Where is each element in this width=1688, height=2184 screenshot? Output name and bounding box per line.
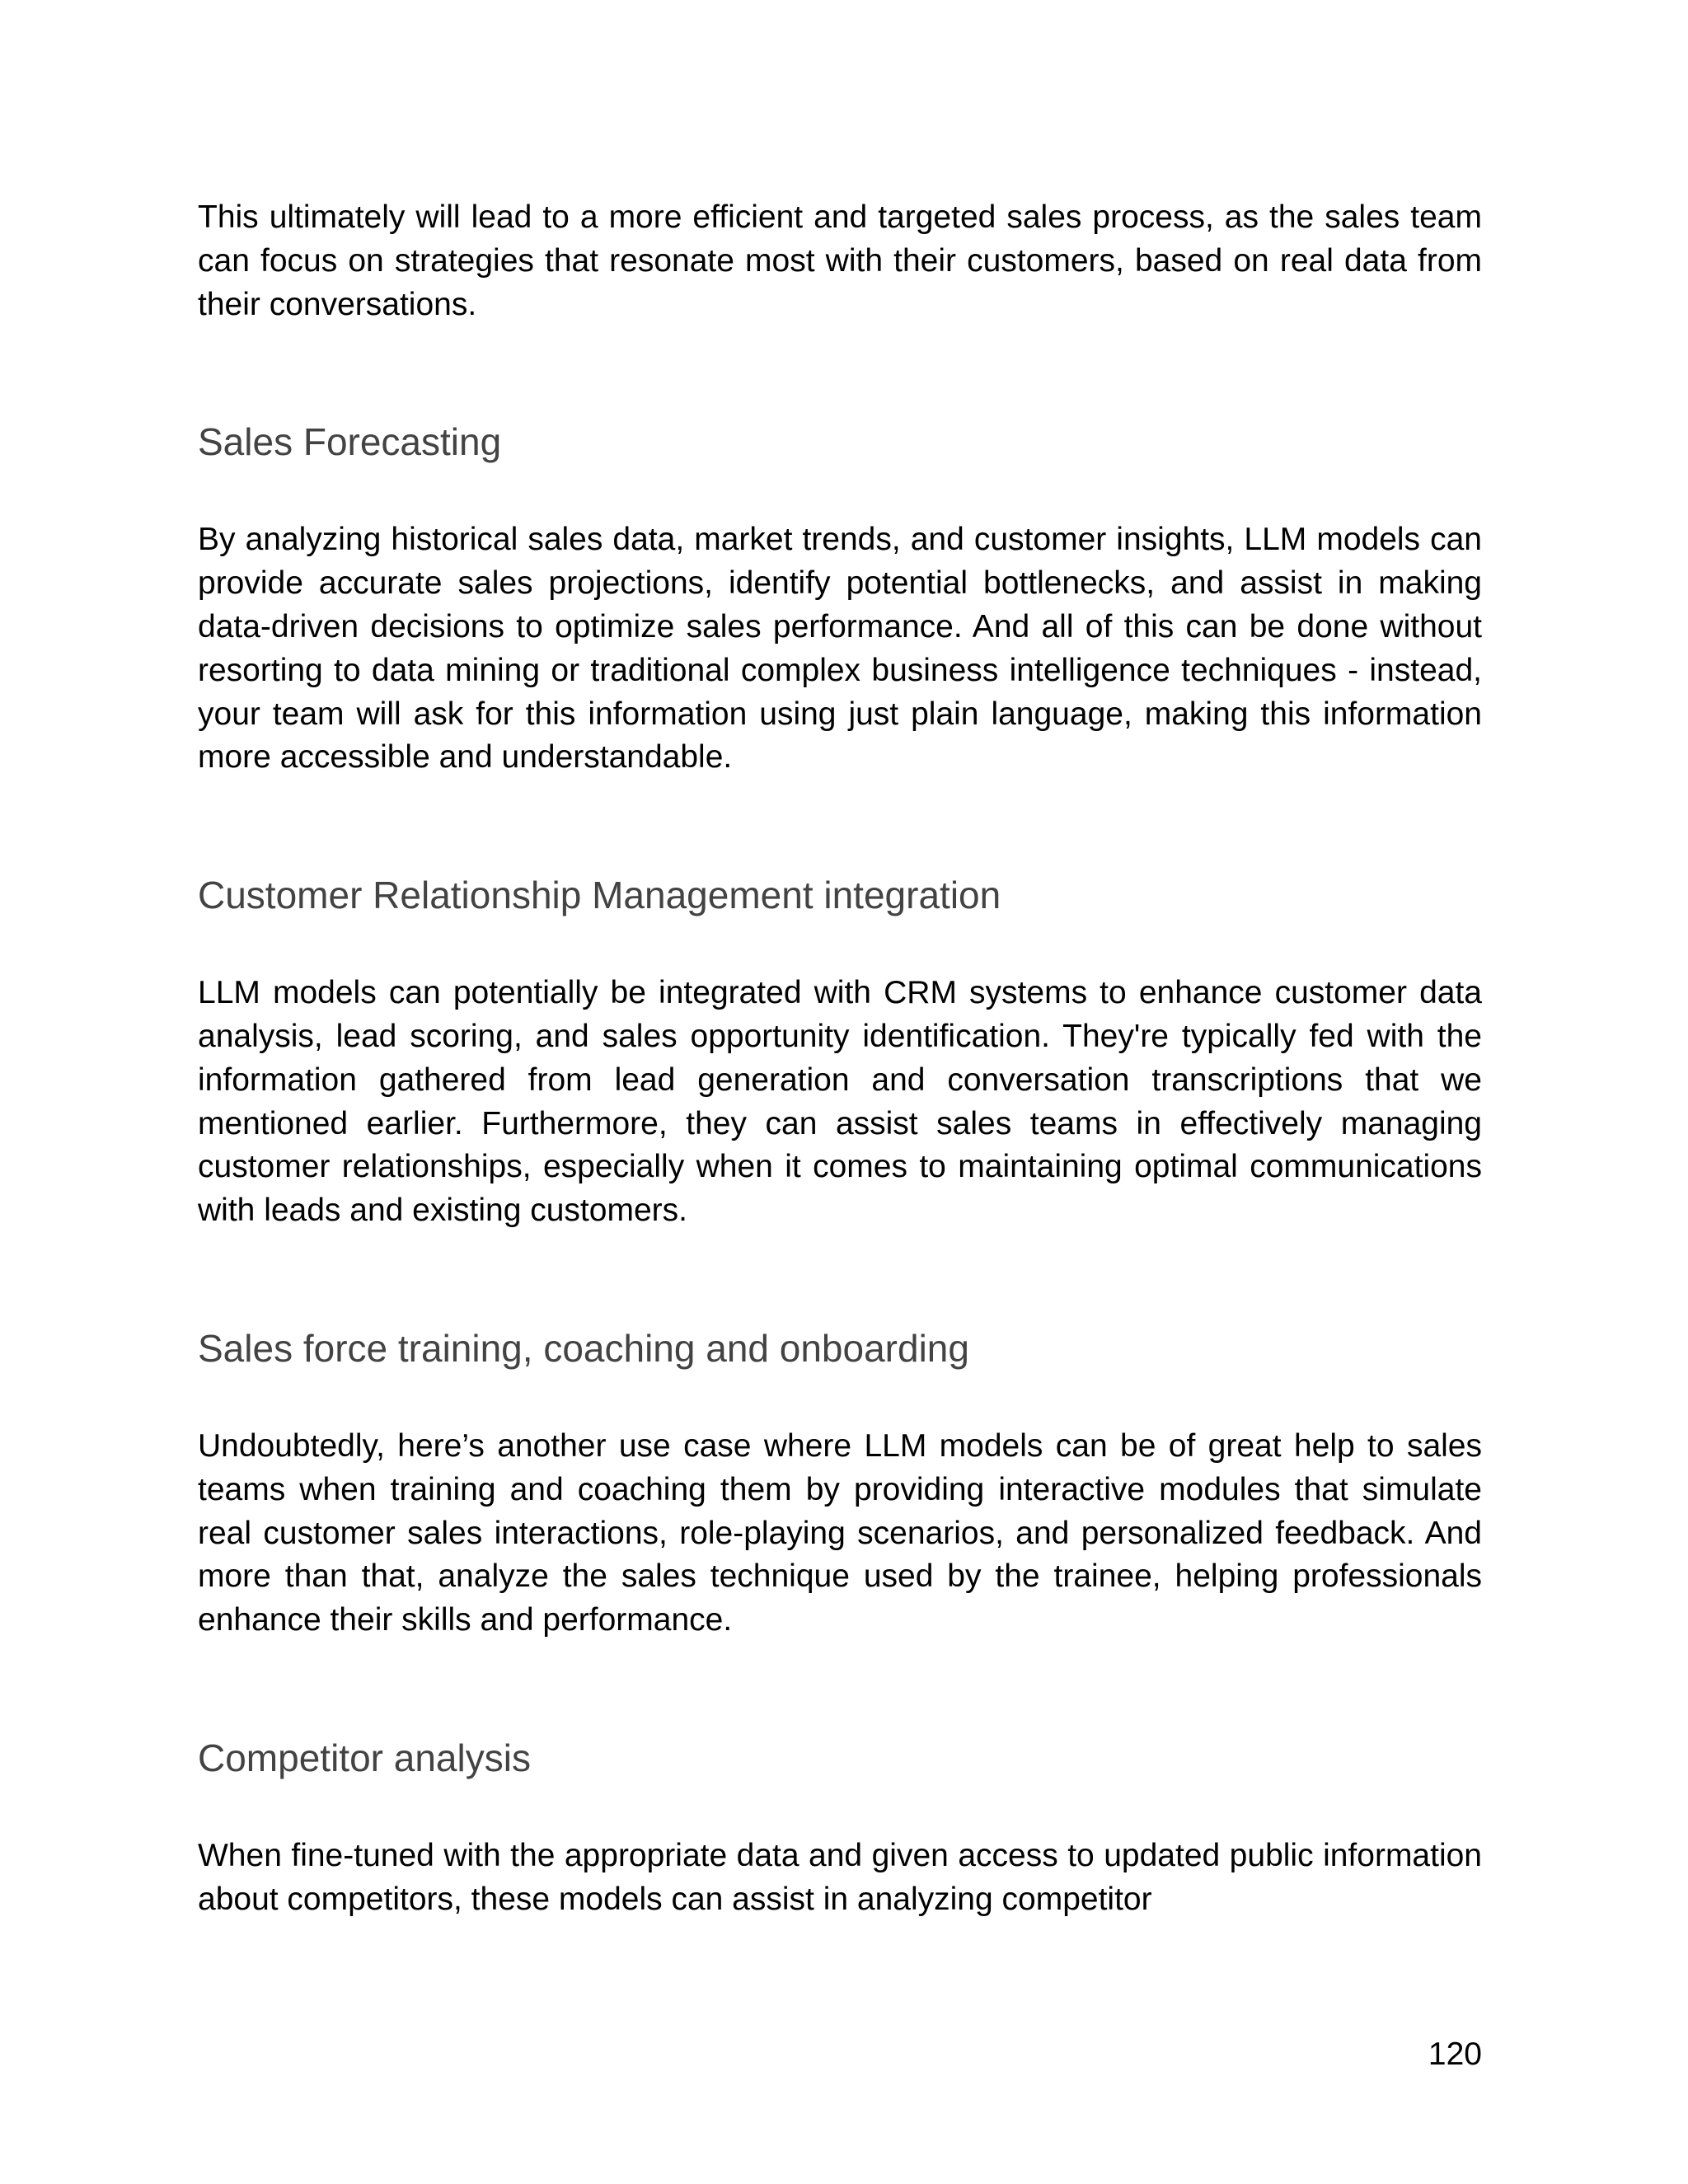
- intro-paragraph: This ultimately will lead to a more efficient and targeted sales process, as the sales team can focus on strategies that resonate most with their customers, based on real data from their conversations.: [198, 199, 1482, 322]
- competitor-analysis-heading: Competitor analysis: [198, 1736, 531, 1779]
- crm-integration-heading: Customer Relationship Management integration: [198, 874, 1001, 917]
- page-number: 120: [1428, 2036, 1482, 2072]
- page-content: [198, 196, 1482, 1922]
- sales-forecasting-paragraph: By analyzing historical sales data, market trends, and customer insights, LLM models can provide accurate sales projections, identify potential bottlenecks, and assist in making data-driven decisions to optimize sales performance. And all of this can be done without resorting to data mining or traditional complex business intelligence techniques - instead, your team will ask for this information using just plain language, making this information more accessible and understandable.: [198, 522, 1482, 776]
- competitor-analysis-paragraph: When fine-tuned with the appropriate data and given access to updated public information about competitors, these models can assist in analyzing competitor: [198, 1837, 1482, 1917]
- sales-training-heading: Sales force training, coaching and onboarding: [198, 1326, 969, 1370]
- crm-integration-paragraph: LLM models can potentially be integrated with CRM systems to enhance customer data analysis, lead scoring, and sales opportunity identification. They're typically fed with the information gathered from lead generation and conversation transcriptions that we mentioned earlier. Furthermore, they can assist sales teams in effectively managing customer relationships, especially when it comes to maintaining optimal communications with leads and existing customers.: [198, 975, 1482, 1229]
- sales-forecasting-heading: Sales Forecasting: [198, 420, 502, 464]
- sales-training-paragraph: Undoubtedly, here’s another use case where LLM models can be of great help to sales teams when training and coaching them by providing interactive modules that simulate real customer sales interactions, role-playing scenarios, and personalized feedback. And more than that, analyze the sales technique used by the trainee, helping professionals enhance their skills and performance.: [198, 1427, 1482, 1638]
